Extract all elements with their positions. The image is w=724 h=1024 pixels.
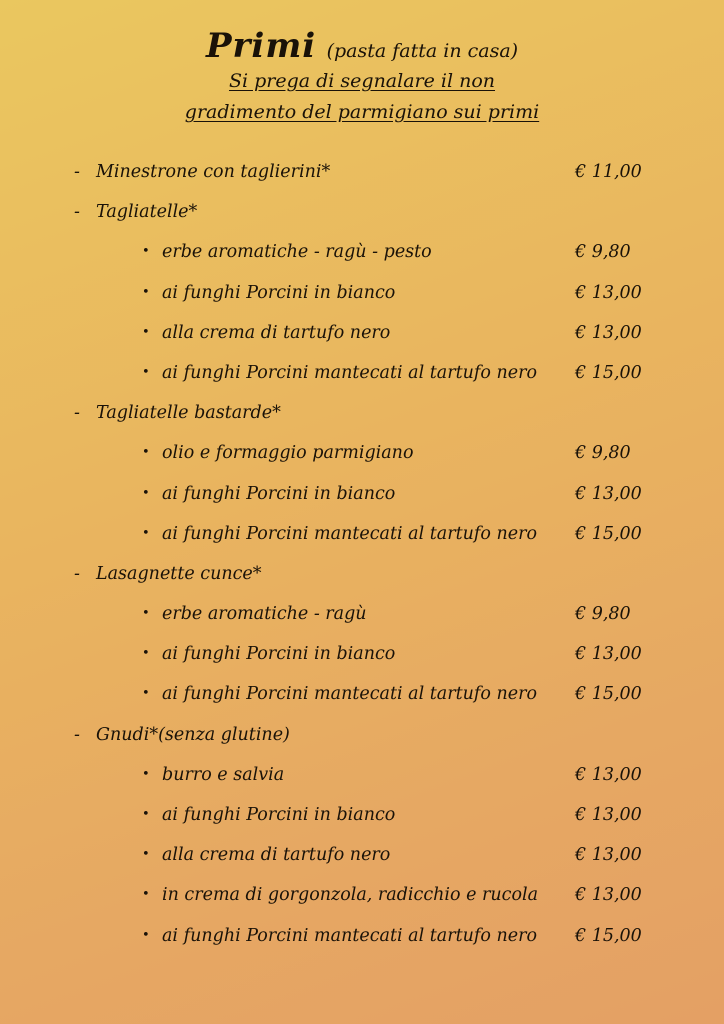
menu-item-row [0,594,724,634]
dish-name: ai funghi Porcini in bianco [162,644,396,665]
dish-price: € 13,00 [575,483,642,504]
dish-name: burro e salvia [162,764,285,785]
bullet-marker: • [142,646,150,662]
dish-name: ai funghi Porcini mantecati al tartufo nero [162,523,537,544]
dish-price: € 9,80 [575,443,631,464]
bullet-marker: • [142,766,150,782]
bullet-marker: • [142,686,150,702]
dish-name: ai funghi Porcini mantecati al tartufo nero [162,362,537,383]
dish-price: € 9,80 [575,604,631,625]
menu-item-row [0,273,724,313]
bullet-marker: • [142,324,150,340]
dish-price: € 15,00 [575,684,642,705]
menu-category-row [0,152,724,192]
category-name: Tagliatelle bastarde* [96,403,281,424]
bullet-marker: • [142,887,150,903]
menu-item-row [0,755,724,795]
category-name: Lasagnette cunce* [96,563,262,584]
dish-name: in crema di gorgonzola, radicchio e rucola [162,885,539,906]
category-name: Minestrone con taglierini* [96,162,331,182]
category-name: Gnudi*(senza glutine) [96,724,290,745]
dish-name: erbe aromatiche - ragù - pesto [162,242,432,263]
dish-price: € 11,00 [575,162,642,182]
menu-item-row [0,835,724,875]
menu-item-row [0,634,724,674]
menu-item-row [0,433,724,473]
menu-category-row [0,393,724,433]
bullet-marker: • [142,606,150,622]
dash-marker: - [74,162,80,182]
menu-item-row [0,674,724,714]
menu-item-row [0,353,724,393]
dash-marker: - [74,724,80,745]
dish-price: € 13,00 [575,805,642,825]
menu-item-row [0,313,724,353]
menu-category-row [0,192,724,232]
dish-price: € 15,00 [575,925,642,946]
dish-price: € 13,00 [575,644,642,665]
parmigiano-note-line-1: Si prega di segnalare il non [228,70,496,92]
menu-item-row [0,514,724,554]
category-name: Tagliatelle* [96,202,198,223]
bullet-marker: • [142,244,150,260]
dish-name: ai funghi Porcini in bianco [162,282,396,303]
title-line [0,26,724,66]
menu-header [0,26,724,128]
dish-name: ai funghi Porcini mantecati al tartufo nero [162,925,537,946]
menu-item-row [0,232,724,272]
dish-price: € 13,00 [575,282,642,303]
page-title: Primi [205,26,317,66]
menu-category-row [0,715,724,755]
parmigiano-note-line-2: gradimento del parmigiano sui primi [184,101,540,123]
bullet-marker: • [142,525,150,541]
bullet-marker: • [142,927,150,943]
menu-item-row [0,474,724,514]
dash-marker: - [74,202,80,223]
bullet-marker: • [142,485,150,501]
bullet-marker: • [142,847,150,863]
menu-item-row [0,916,724,956]
page-subtitle: (pasta fatta in casa) [326,40,519,62]
menu-list [0,152,724,956]
bullet-marker: • [142,807,150,822]
dish-price: € 13,00 [575,845,642,866]
bullet-marker: • [142,364,150,380]
dish-name: erbe aromatiche - ragù [162,604,367,625]
dish-price: € 15,00 [575,523,642,544]
dish-price: € 13,00 [575,322,642,343]
dish-name: ai funghi Porcini in bianco [162,483,396,504]
menu-category-row [0,554,724,594]
dash-marker: - [74,403,80,424]
dish-name: ai funghi Porcini in bianco [162,805,396,825]
menu-item-row [0,875,724,915]
dish-price: € 13,00 [575,764,642,785]
bullet-marker: • [142,445,150,461]
dish-name: alla crema di tartufo nero [162,322,391,343]
dish-price: € 15,00 [575,362,642,383]
dish-name: olio e formaggio parmigiano [162,443,414,464]
menu-item-row [0,795,724,835]
dish-name: ai funghi Porcini mantecati al tartufo nero [162,684,537,705]
bullet-marker: • [142,284,150,300]
dish-price: € 9,80 [575,242,631,263]
dash-marker: - [74,563,80,584]
dish-price: € 13,00 [575,885,642,906]
dish-name: alla crema di tartufo nero [162,845,391,866]
